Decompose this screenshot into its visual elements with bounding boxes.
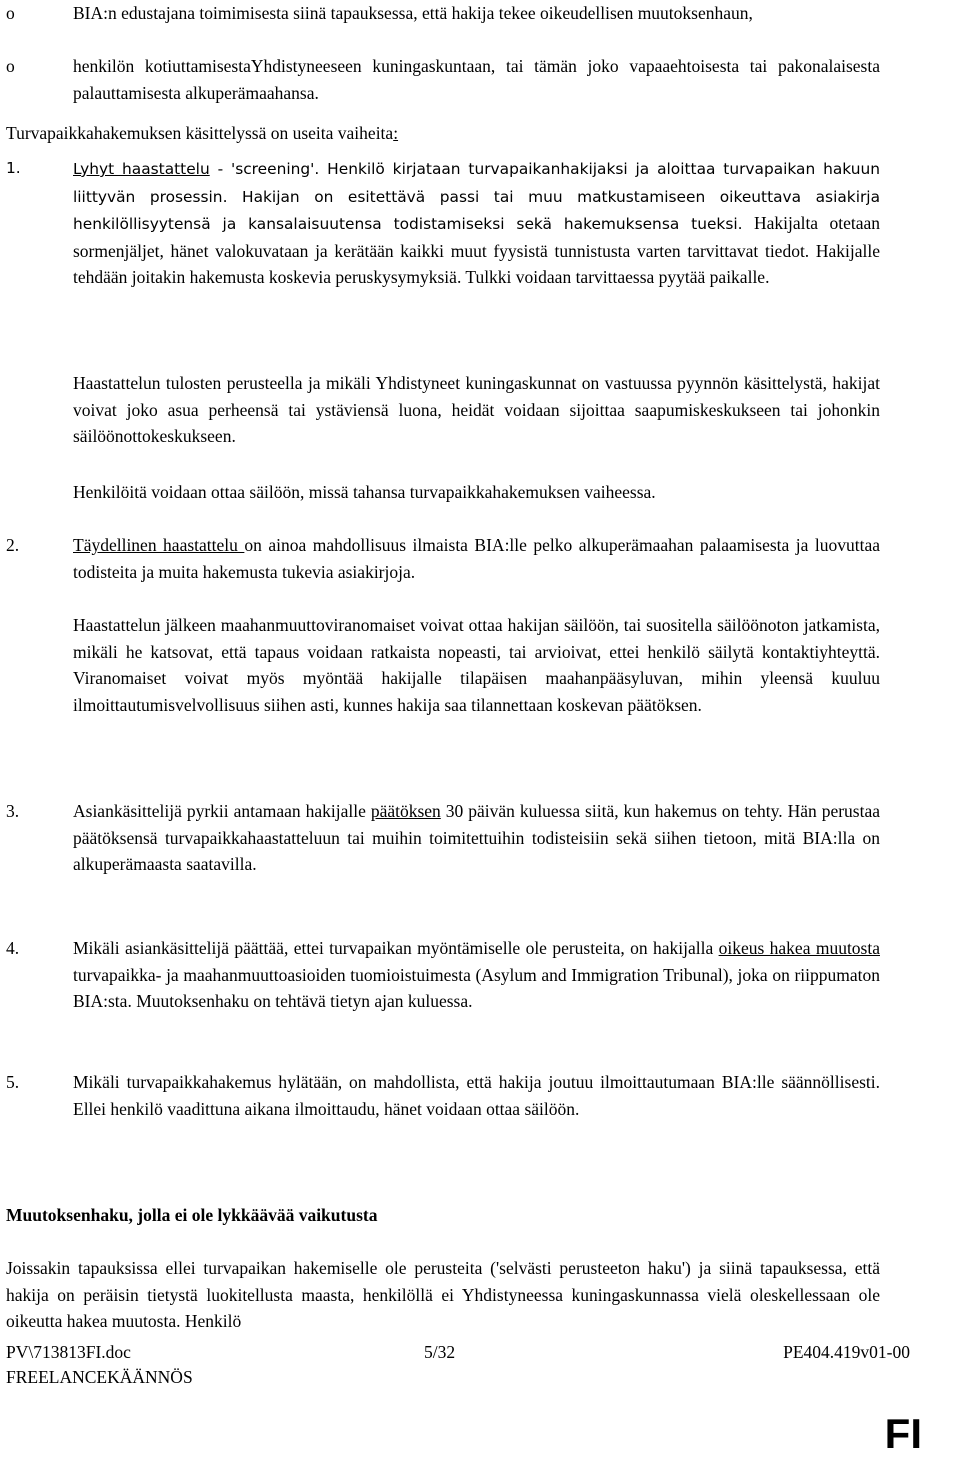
- step-1-paragraph-2: Haastattelun tulosten perusteella ja mikäli Yhdistyneet kuningaskunnat on vastuussa pyynnön käsittelystä, hakijat voivat joko asua perheensä tai ystäviensä luona, heidät voidaan sijoittaa saapumiskeskukseen tai johonkin säilöönottokeskukseen.: [73, 373, 880, 446]
- bullet-text: henkilön kotiuttamisestaYhdistyneeseen kuningaskuntaan, tai tämän joko vapaaehtoisesta tai pakonalaisesta palauttamisesta alkuperämaahansa.: [73, 56, 880, 103]
- step-5-text: Mikäli turvapaikkahakemus hylätään, on mahdollista, että hakija joutuu ilmoittautumaan BIA:lle säännöllisesti. Ellei henkilö vaadittuna aikana ilmoittaudu, hänet voidaan ottaa säilöön.: [73, 1072, 880, 1119]
- step-number: 2.: [6, 535, 20, 555]
- step-3-after: 30 päivän kuluessa siitä, kun hakemus on tehty. Hän perustaa päätöksensä turvapaikkahaastatteluun tai muihin toimitettuihin todisteisiin sekä siihen tietoon, mitä BIA:lla on alkuperämaasta saatavilla.: [73, 801, 880, 874]
- bullet-text: BIA:n edustajana toimimisesta siinä tapauksessa, että hakija tekee oikeudellisen muutoksenhaun,: [73, 3, 753, 23]
- section-heading: Muutoksenhaku, jolla ei ole lykkäävää vaikutusta: [6, 1205, 378, 1225]
- step-2-title: Täydellinen haastattelu: [73, 535, 245, 555]
- step-number: 3.: [6, 801, 20, 821]
- step-number: 5.: [6, 1072, 20, 1092]
- intro-colon: :: [393, 123, 399, 143]
- footer-page-number: 5/32: [424, 1342, 456, 1362]
- step-4-link: oikeus hakea muutosta: [718, 938, 880, 958]
- step-3-text: [73, 798, 880, 878]
- bullet-marker: o: [6, 3, 15, 23]
- step-2-body: on ainoa mahdollisuus ilmaista BIA:lle pelko alkuperämaahan palaamisesta ja luovuttaa todisteita ja muita hakemusta tukevia asiakirjoja.: [73, 535, 881, 582]
- step-2-paragraph-2: Haastattelun jälkeen maahanmuuttoviranomaiset voivat ottaa hakijan säilöön, tai suositella säilöönoton jatkamista, mikäli he katsovat, että tapaus voidaan ratkaista nopeasti, tai arvioivat, ettei henkilö säilytä kontaktiyhteyttä. Viranomaiset voivat myös myöntää hakijalle tilapäisen maahanpääsyluvan, mihin yleensä kuuluu ilmoittautumisvelvollisuus siihen asti, kunnes hakija saa tilannettaan koskevan päätöksen.: [73, 615, 880, 715]
- intro-text: Turvapaikkahakemuksen käsittelyssä on useita vaiheita: [6, 123, 394, 143]
- language-code: FI: [884, 1410, 922, 1457]
- intro-line: [6, 120, 880, 147]
- step-4-before: Mikäli asiankäsittelijä päättää, ettei turvapaikan myöntämiselle ole perusteita, on hakijalla: [73, 938, 719, 958]
- page-footer: [6, 1340, 910, 1390]
- footer-translator: FREELANCEKÄÄNNÖS: [6, 1367, 193, 1387]
- step-3-link: päätöksen: [370, 801, 441, 821]
- step-1-text: [73, 155, 880, 291]
- step-1-serif-text: Hakijalta otetaan sormenjäljet, hänet valokuvataan ja kerätään kaikki muut fyysistä tunnistusta varten tarvittavat tiedot. Hakijalle tehdään joitakin hakemusta koskevia peruskysymyksiä. Tulkki voidaan tarvittaessa pyytää paikalle.: [73, 213, 881, 287]
- step-1-paragraph-3: Henkilöitä voidaan ottaa säilöön, missä tahansa turvapaikkahakemuksen vaiheessa.: [73, 482, 656, 502]
- bullet-marker: o: [6, 56, 15, 76]
- step-number: 1.: [6, 159, 21, 177]
- step-3-before: Asiankäsittelijä pyrkii antamaan hakijalle: [73, 801, 371, 821]
- step-4-after: turvapaikka- ja maahanmuuttoasioiden tuomioistuimesta (Asylum and Immigration Tribunal), joka on riippumaton BIA:sta. Muutoksenhaku on tehtävä tietyn ajan kuluessa.: [73, 964, 880, 1011]
- step-number: 4.: [6, 938, 20, 958]
- footer-filename: PV\713813FI.doc: [6, 1342, 131, 1362]
- step-1-sans-text: - 'screening'. Henkilö kirjataan turvapaikanhakijaksi ja aloittaa turvapaikan hakuun liittyvän prosessin. Hakijan on esitettävä passi tai muu matkustamiseen oikeuttava asiakirja henkilöllisyytensä ja kansalaisuutensa todistamiseksi sekä hakemuksensa tueksi.: [73, 160, 880, 233]
- footer-reference: PE404.419v01-00: [783, 1342, 910, 1362]
- step-1-title: Lyhyt haastattelu: [73, 160, 210, 178]
- step-2-text: [73, 532, 880, 585]
- step-4-text: [73, 935, 880, 1015]
- section-text: Joissakin tapauksissa ellei turvapaikan hakemiselle ole perusteita ('selvästi perusteeton haku') ja siinä tapauksessa, että hakija on peräisin tietystä luokitellusta maasta, henkilöllä ei Yhdistyneessa kuningaskunnassa vielä oleskellessaan ole oikeutta hakea muutosta. Henkilö: [6, 1258, 880, 1331]
